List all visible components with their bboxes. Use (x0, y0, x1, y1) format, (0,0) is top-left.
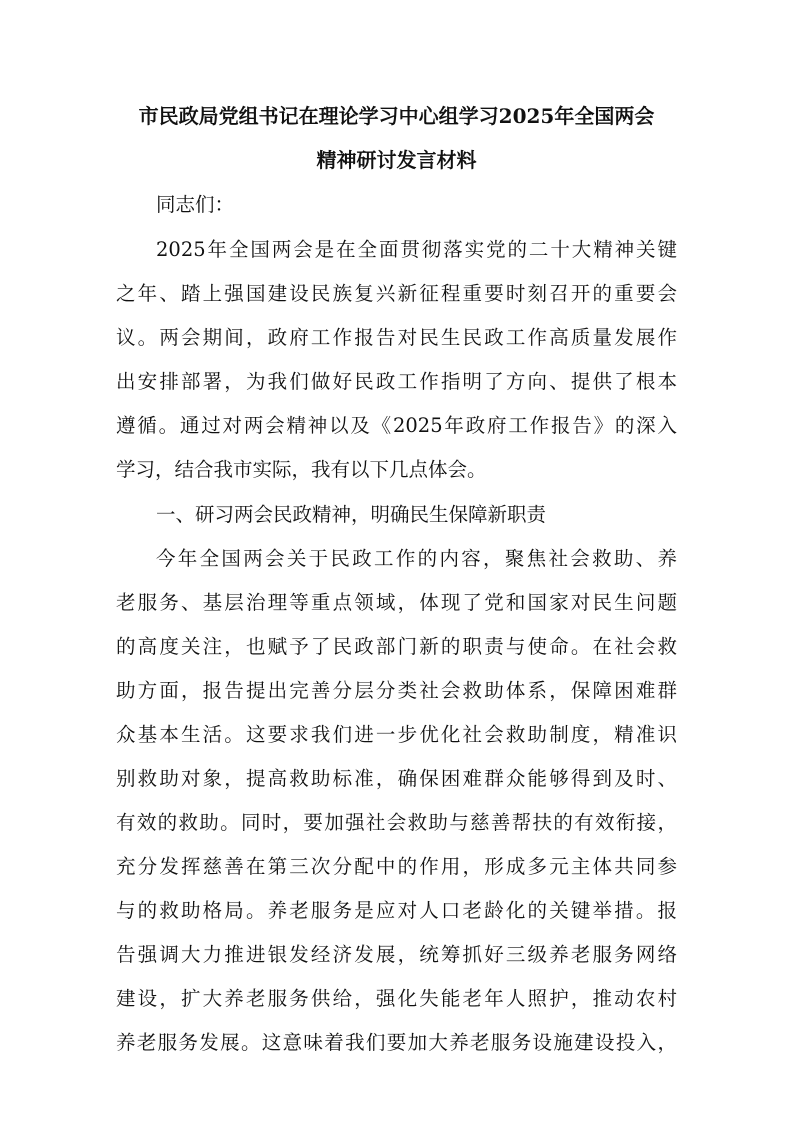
paragraph-2-line: 充分发挥慈善在第三次分配中的作用，形成多元主体共同参 (116, 855, 677, 878)
paragraph-2-line: 今年全国两会关于民政工作的内容，聚焦社会救助、养 (156, 547, 677, 570)
paragraph-2-line: 别救助对象，提高救助标准，确保困难群众能够得到及时、 (116, 767, 677, 790)
paragraph-2-line: 的高度关注，也赋予了民政部门新的职责与使命。在社会救 (116, 635, 677, 658)
section-heading-1: 一、研习两会民政精神，明确民生保障新职责 (156, 503, 547, 526)
paragraph-1-line: 出安排部署，为我们做好民政工作指明了方向、提供了根本 (116, 370, 677, 393)
salutation: 同志们： (156, 193, 235, 216)
paragraph-2-line: 老服务、基层治理等重点领域，体现了党和国家对民生问题 (116, 591, 677, 614)
paragraph-2-line: 养老服务发展。这意味着我们要加大养老服务设施建设投入， (116, 1031, 677, 1054)
paragraph-2-line: 有效的救助。同时，要加强社会救助与慈善帮扶的有效衔接， (116, 811, 677, 834)
paragraph-2-line: 告强调大力推进银发经济发展，统筹抓好三级养老服务网络 (116, 943, 677, 966)
paragraph-1-line: 之年、踏上强国建设民族复兴新征程重要时刻召开的重要会 (116, 282, 677, 305)
paragraph-1-line: 遵循。通过对两会精神以及《2025年政府工作报告》的深入 (116, 414, 677, 437)
paragraph-1-line: 2025年全国两会是在全面贯彻落实党的二十大精神关键 (156, 238, 677, 261)
paragraph-1-line: 学习，结合我市实际，我有以下几点体会。 (116, 458, 487, 481)
paragraph-2-line: 与的救助格局。养老服务是应对人口老龄化的关键举措。报 (116, 899, 677, 922)
document-title-line-1: 市民政局党组书记在理论学习中心组学习2025年全国两会 (138, 104, 655, 128)
document-title-line-2: 精神研讨发言材料 (316, 148, 477, 172)
paragraph-2-line: 助方面，报告提出完善分层分类社会救助体系，保障困难群 (116, 679, 677, 702)
paragraph-2-line: 众基本生活。这要求我们进一步优化社会救助制度，精准识 (116, 723, 677, 746)
paragraph-1-line: 议。两会期间，政府工作报告对民生民政工作高质量发展作 (116, 326, 677, 349)
paragraph-2-line: 建设，扩大养老服务供给，强化失能老年人照护，推动农村 (116, 987, 677, 1010)
